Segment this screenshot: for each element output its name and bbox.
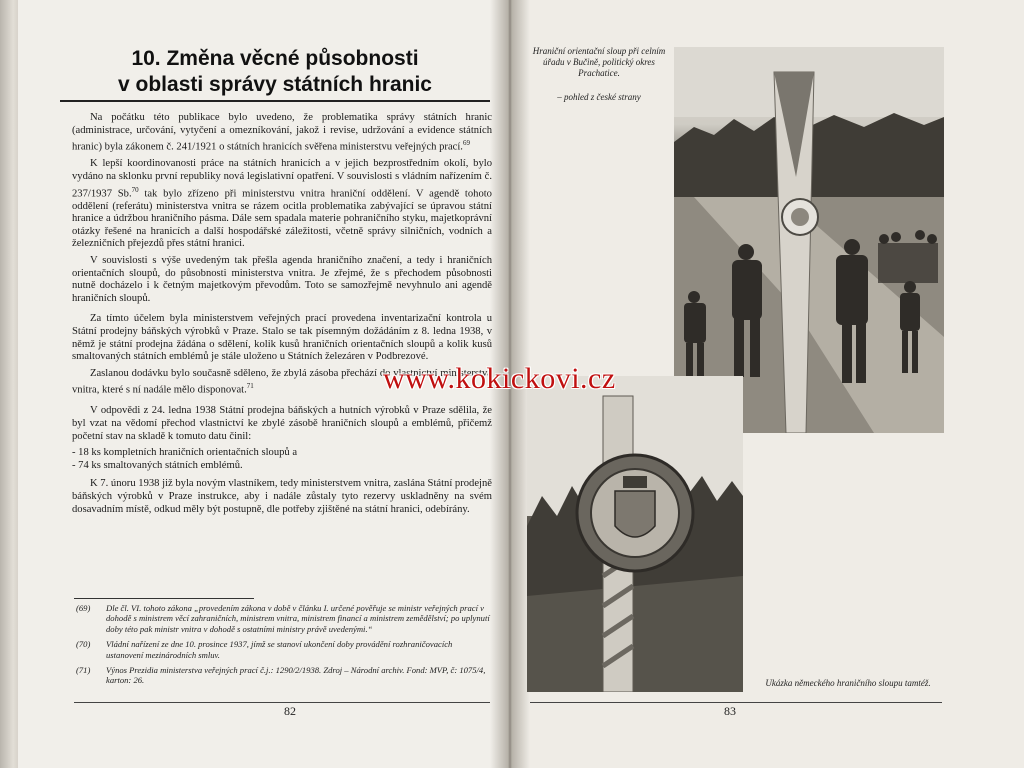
chapter-title-line1: 10. Změna věcné působnosti [131, 47, 419, 70]
photo-caption-sub: – pohled z české strany [557, 92, 641, 102]
title-rule [60, 100, 490, 102]
paragraph: Zaslanou dodávku bylo současně sděleno, že zbylá zásoba přechází do vlastnictví ministerstva vnitra, které s ní nadále mělo disponovat.$^{71}$ [72, 367, 492, 396]
page-number-left: 82 [284, 704, 296, 718]
photo-caption-top: Hraniční orientační sloup při celním úřadu v Bučině, politický okres Prachatice. [532, 46, 666, 78]
paragraph: K 7. únoru 1938 již byla novým vlastníkem, tedy ministerstvem vnitra, zaslána Státní prodejně báňských výrobků v Praze instrukce, aby i nadále zůstaly tyto rezervy uskladněny na svém dosavadním místě, odkud měly být postupně, dle potřeby zjištěné na státní hranici, odebírány. [72, 478, 492, 515]
list-item: - 74 ks smaltovaných státních emblémů. [72, 459, 243, 471]
page-number-right: 83 [724, 704, 736, 718]
watermark-text: www.kokickovi.cz [383, 362, 616, 395]
footnote-ref: 70 [131, 185, 139, 194]
footnote-ref: 71 [246, 382, 254, 391]
folio-rule-right [530, 702, 942, 703]
photo-caption-bottom: Ukázka německého hraničního sloupu tamtéž. [765, 678, 931, 688]
chapter-title-line2: v oblasti správy státních hranic [118, 73, 432, 96]
paragraph: Za tímto účelem byla ministerstvem veřejných prací provedena inventarizační kontrola u Státní prodejny báňských výrobků v Praze. Stalo se tak písemným dožádáním z 8. ledna 1938, v němž je státní prodejna žádána o sdělení, kolik kusů hraničních orientačních sloupů a kolik kusů smaltovaných státních emblémů je stále uloženo u Státních železáren v Podbrezové. [72, 313, 492, 363]
paragraph: V odpovědi z 24. ledna 1938 Státní prodejna báňských a hutních výrobků v Praze sdělila, že byl vzat na vědomí přechod vlastnictví ke zbylé zásobě hraničních sloupů a emblémů, přičemž početní stav na skladě k tomuto datu činil: [72, 405, 492, 442]
paragraph: V souvislosti s výše uvedeným tak přešla agenda hraničního značení, a tedy i hraničních orientačních sloupů, do působnosti ministerstva vnitra. Je zřejmé, že s přechodem působnosti nutně docházelo i k četným majetkovým převodům. Toto se samozřejmě nevyhnulo ani agendě hraničních sloupů. [72, 255, 492, 304]
photo-german-illustration [527, 376, 743, 692]
photo-german-border-post [527, 376, 743, 692]
paragraph: K lepší koordinovanosti práce na státních hranicích a v jejich bezprostředním okolí, bylo vydáno na sklonku první republiky nová legislativní opatření. V souvislosti s vládním nařízením č. 237/1937 Sb.$^{70}$ tak bylo zřízeno při ministerstvu vnitra hraniční oddělení. V agendě tohoto oddělení (referátu) ministerstva vnitra se rázem ocitla problematika zabývající se úpravou státní hranice a údržbou hraničního pásma. Dále sem spadala materie pohraničního styku, majetkoprávní otázky řešené na hranicích a další hospodářské záležitosti, včetně správy silničních, vodních a železničních přejezdů přes státní hranici. [72, 158, 492, 250]
footnote: (71) Výnos Prezidia ministerstva veřejných prací č.j.: 1290/2/1938. Zdroj – Národní archiv. Fond: MVP, č: 1075/4, karton: 26. [76, 665, 486, 686]
chapter-title [60, 46, 490, 98]
folio-rule-left [74, 702, 490, 703]
stock-list [72, 447, 492, 472]
body-text [72, 112, 492, 520]
footnote: (70) Vládní nařízení ze dne 10. prosince 1937, jímž se stanoví ukončení doby provádění rozhraničovacích ustanovení mezinárodních smluv. [76, 639, 453, 660]
list-item: - 18 ks kompletních hraničních orientačních sloupů a [72, 447, 298, 459]
paragraph: Na počátku této publikace bylo uvedeno, že problematika správy státních hranic (administrace, určování, vytyčení a omezníkování, jakož i revise, udržování a evidence státních hranic) byla zákonem č. 241/1921 o státních hranicích svěřena ministerstvu veřejných prací.$^{69}$ [72, 112, 492, 153]
footnote-rule [74, 598, 254, 599]
footnotes [76, 603, 490, 691]
footnote: (69) Dle čl. VI. tohoto zákona „provedením zákona v době v článku I. určené pověřuje se ministr veřejných prací v dohodě s ministrem věcí zahraničních, ministrem vnitra, ministrem financí a ministrem zemědělství; po uplynutí doby této pak ministr vnitra v dohodě s ostatními ministry právě uvedenými.“ [76, 603, 490, 634]
footnote-ref: 69 [462, 139, 470, 148]
